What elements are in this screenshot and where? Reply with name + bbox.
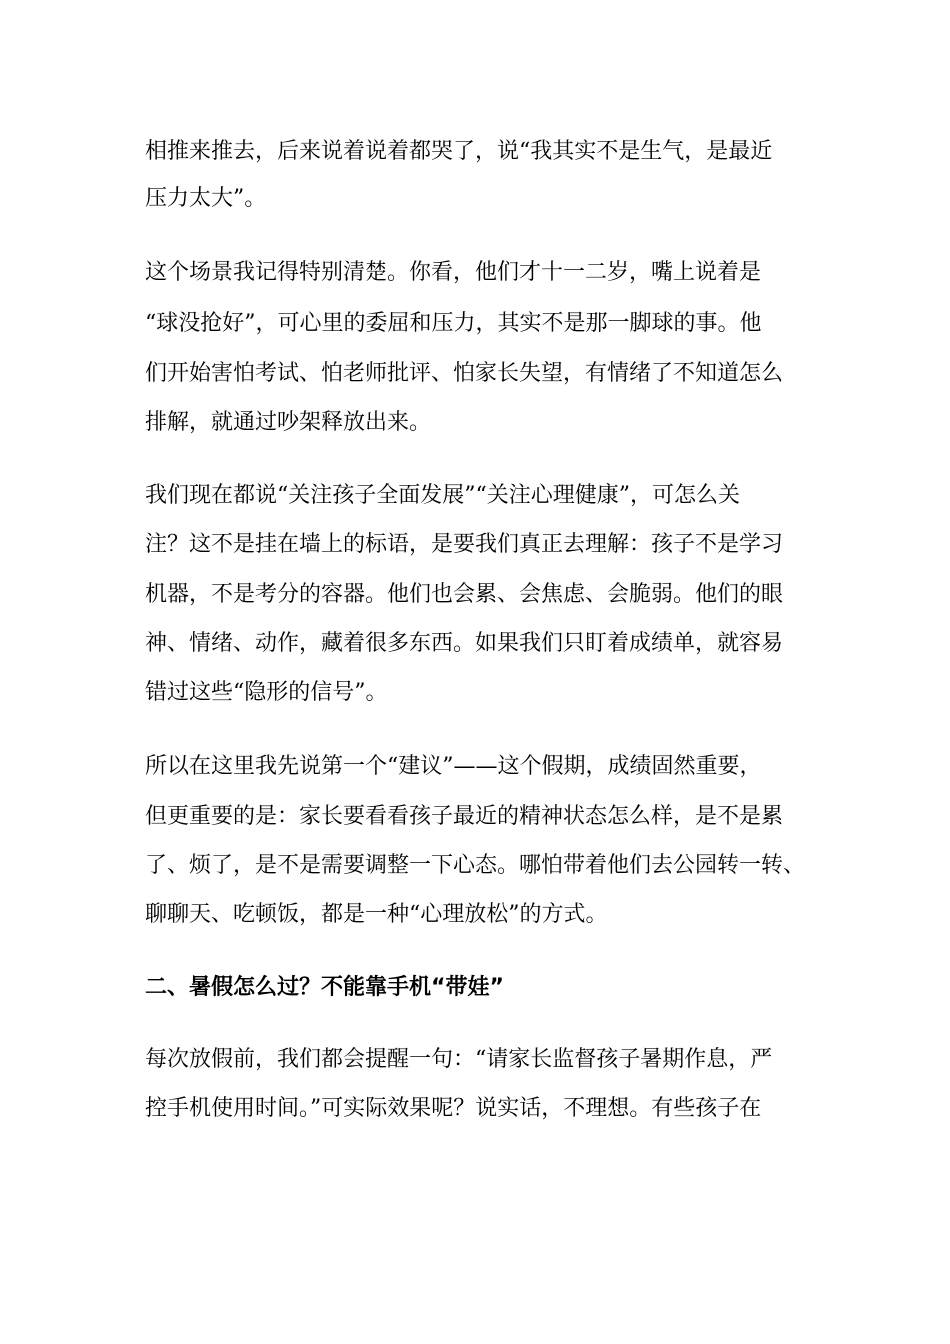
- text-line: 错过这些“隐形的信号”。: [145, 680, 388, 705]
- text-line: 了、烦了，是不是需要调整一下心态。哪怕带着他们去公园转一转、: [145, 853, 806, 878]
- text-line: 但更重要的是：家长要看看孩子最近的精神状态怎么样，是不是累: [145, 804, 784, 829]
- text-line: 压力太大”。: [145, 186, 267, 211]
- text-line: “球没抢好”，可心里的委屈和压力，其实不是那一脚球的事。他: [145, 311, 762, 336]
- text-line: 所以在这里我先说第一个“建议”——这个假期，成绩固然重要，: [145, 754, 762, 779]
- text-line: 排解，就通过吵架释放出来。: [145, 410, 432, 435]
- text-line: 们开始害怕考试、怕老师批评、怕家长失望，有情绪了不知道怎么: [145, 361, 784, 386]
- text-line: 相推来推去，后来说着说着都哭了，说“我其实不是生气，是最近: [145, 139, 773, 164]
- text-line: 每次放假前，我们都会提醒一句：“请家长监督孩子暑期作息，严: [145, 1047, 773, 1072]
- text-line: 机器，不是考分的容器。他们也会累、会焦虑、会脆弱。他们的眼: [145, 582, 784, 607]
- section-heading: 二、暑假怎么过？不能靠手机“带娃”: [145, 975, 504, 1000]
- text-line: 注？这不是挂在墙上的标语，是要我们真正去理解：孩子不是学习: [145, 532, 784, 557]
- text-line: 我们现在都说“关注孩子全面发展”“关注心理健康”，可怎么关: [145, 483, 740, 508]
- text-line: 神、情绪、动作，藏着很多东西。如果我们只盯着成绩单，就容易: [145, 631, 784, 656]
- text-line: 这个场景我记得特别清楚。你看，他们才十一二岁，嘴上说着是: [145, 260, 762, 285]
- text-line: 控手机使用时间。”可实际效果呢？说实话，不理想。有些孩子在: [145, 1096, 762, 1121]
- text-line: 聊聊天、吃顿饭，都是一种“心理放松”的方式。: [145, 902, 608, 927]
